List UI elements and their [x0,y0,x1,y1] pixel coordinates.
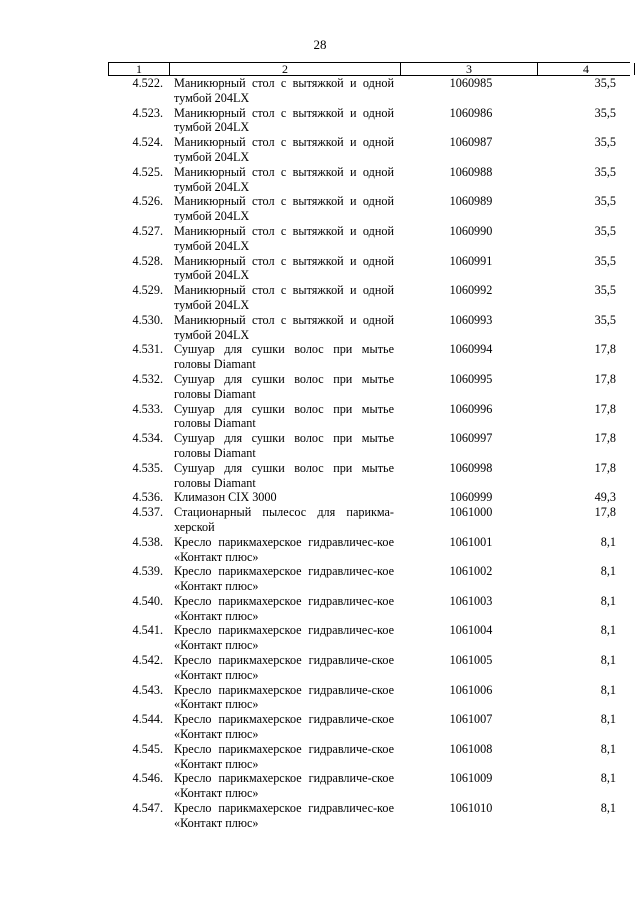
item-code: 1060988 [449,164,493,179]
row-number: 4.537. [132,505,163,520]
item-name: Кресло парикмахерское гидравличес-кое «Контакт плюс» [174,564,394,594]
row-number: 4.533. [132,401,163,416]
item-value: 35,5 [594,135,616,150]
item-code: 1060991 [449,253,493,268]
page-number: 28 [313,37,327,52]
item-value: 35,5 [594,253,616,268]
row-number: 4.530. [132,312,163,327]
header-col-4: 4 [538,63,635,75]
table-row [108,283,630,313]
table-row [108,76,630,106]
table-row [108,402,630,432]
item-code: 1060986 [449,105,493,120]
item-code: 1061010 [449,801,493,816]
item-value: 17,8 [594,401,616,416]
item-code: 1061009 [449,771,493,786]
row-number: 4.529. [132,283,163,298]
item-name: Кресло парикмахерское гидравличе-ское «Контакт плюс» [174,653,394,682]
item-code: 1061008 [449,741,493,756]
item-name: Маникюрный стол с вытяжкой и одной тумбой 204LX [174,76,394,105]
item-code: 1061000 [449,505,493,520]
item-name: Кресло парикмахерское гидравличе-ское «Контакт плюс» [174,771,394,801]
item-code: 1060992 [449,283,493,298]
row-number: 4.535. [132,460,163,475]
row-number: 4.541. [132,623,163,638]
item-value: 35,5 [594,223,616,238]
table-row [108,535,630,565]
item-value: 17,8 [594,431,616,446]
table-row [108,254,630,284]
item-name: Кресло парикмахерское гидравличес-кое «Контакт плюс» [174,801,394,830]
table-row [108,683,630,713]
row-number: 4.527. [132,223,163,238]
table-header [108,62,630,76]
table-row [108,623,630,653]
item-name: Кресло парикмахерское гидравличе-ское «Контакт плюс» [174,712,394,742]
item-code: 1060994 [449,342,493,357]
item-code: 1061007 [449,712,493,727]
item-name: Маникюрный стол с вытяжкой и одной тумбой 204LX [174,105,394,135]
item-code: 1060993 [449,312,493,327]
item-value: 8,1 [600,771,616,786]
item-code: 1061001 [449,534,493,549]
table-row [108,194,630,224]
item-value: 8,1 [600,653,616,668]
item-code: 1060996 [449,401,493,416]
item-name: Сушуар для сушки волос при мытье головы Diamant [174,460,394,490]
item-value: 35,5 [594,283,616,298]
item-value: 17,8 [594,342,616,357]
table-row [108,342,630,372]
item-name: Сушуар для сушки волос при мытье головы Diamant [174,342,394,372]
item-name: Маникюрный стол с вытяжкой и одной тумбой 204LX [174,164,394,194]
item-name: Кресло парикмахерское гидравличес-кое «Контакт плюс» [174,623,394,653]
item-value: 17,8 [594,505,616,520]
row-number: 4.544. [132,712,163,727]
row-number: 4.534. [132,431,163,446]
row-number: 4.545. [132,741,163,756]
item-code: 1061005 [449,653,493,668]
item-code: 1060998 [449,460,493,475]
table-row [108,771,630,801]
item-code: 1060990 [449,223,493,238]
row-number: 4.546. [132,771,163,786]
row-number: 4.526. [132,194,163,209]
table-row [108,490,630,505]
item-value: 35,5 [594,312,616,327]
item-name: Маникюрный стол с вытяжкой и одной тумбой 204LX [174,253,394,283]
item-name: Сушуар для сушки волос при мытье головы Diamant [174,401,394,431]
item-code: 1061002 [449,564,493,579]
table-row [108,653,630,683]
table-row [108,135,630,165]
item-name: Кресло парикмахерское гидравличе-ское «Контакт плюс» [174,741,394,771]
row-number: 4.528. [132,253,163,268]
table-row [108,594,630,624]
table-row [108,165,630,195]
table-row [108,564,630,594]
table-row [108,313,630,343]
item-name: Маникюрный стол с вытяжкой и одной тумбой 204LX [174,312,394,342]
equipment-table [108,62,630,831]
item-code: 1060987 [449,135,493,150]
item-name: Маникюрный стол с вытяжкой и одной тумбой 204LX [174,223,394,253]
item-value: 8,1 [600,712,616,727]
item-value: 8,1 [600,741,616,756]
row-number: 4.522. [132,76,163,90]
item-code: 1060995 [449,371,493,386]
item-name: Кресло парикмахерское гидравличес-кое «Контакт плюс» [174,534,394,564]
row-number: 4.524. [132,135,163,150]
row-number: 4.525. [132,164,163,179]
table-body [108,76,630,831]
row-number: 4.540. [132,593,163,608]
item-value: 35,5 [594,105,616,120]
item-name: Стационарный пылесос для парикма-херской [174,505,394,534]
table-row [108,801,630,831]
table-row [108,431,630,461]
row-number: 4.536. [132,490,163,505]
item-name: Маникюрный стол с вытяжкой и одной тумбой 204LX [174,135,394,164]
item-name: Сушуар для сушки волос при мытье головы Diamant [174,431,394,460]
item-code: 1060985 [449,76,493,90]
table-row [108,106,630,136]
item-name: Маникюрный стол с вытяжкой и одной тумбой 204LX [174,194,394,224]
header-col-3: 3 [401,63,538,75]
table-row [108,742,630,772]
table-row [108,224,630,254]
item-code: 1060989 [449,194,493,209]
item-value: 35,5 [594,164,616,179]
item-code: 1061006 [449,682,493,697]
row-number: 4.547. [132,801,163,816]
item-value: 8,1 [600,623,616,638]
item-value: 35,5 [594,76,616,90]
item-value: 8,1 [600,593,616,608]
item-value: 35,5 [594,194,616,209]
header-col-2: 2 [170,63,401,75]
item-value: 17,8 [594,460,616,475]
row-number: 4.539. [132,564,163,579]
item-name: Кресло парикмахерское гидравличес-кое «Контакт плюс» [174,593,394,623]
table-row [108,712,630,742]
item-name: Сушуар для сушки волос при мытье головы Diamant [174,371,394,401]
item-name: Кресло парикмахерское гидравличе-ское «Контакт плюс» [174,682,394,712]
table-row [108,372,630,402]
item-value: 8,1 [600,801,616,816]
row-number: 4.542. [132,653,163,668]
item-value: 8,1 [600,564,616,579]
item-value: 17,8 [594,371,616,386]
item-code: 1060997 [449,431,493,446]
row-number: 4.543. [132,682,163,697]
row-number: 4.531. [132,342,163,357]
item-name: Маникюрный стол с вытяжкой и одной тумбой 204LX [174,283,394,312]
table-row [108,461,630,491]
table-row [108,505,630,535]
item-code: 1061004 [449,623,493,638]
row-number: 4.532. [132,371,163,386]
header-col-1: 1 [108,63,170,75]
item-name: Климазон CIX 3000 [174,490,277,505]
row-number: 4.538. [132,534,163,549]
item-code: 1060999 [449,490,493,505]
item-code: 1061003 [449,593,493,608]
item-value: 8,1 [600,534,616,549]
row-number: 4.523. [132,105,163,120]
item-value: 8,1 [600,682,616,697]
item-value: 49,3 [594,490,616,505]
